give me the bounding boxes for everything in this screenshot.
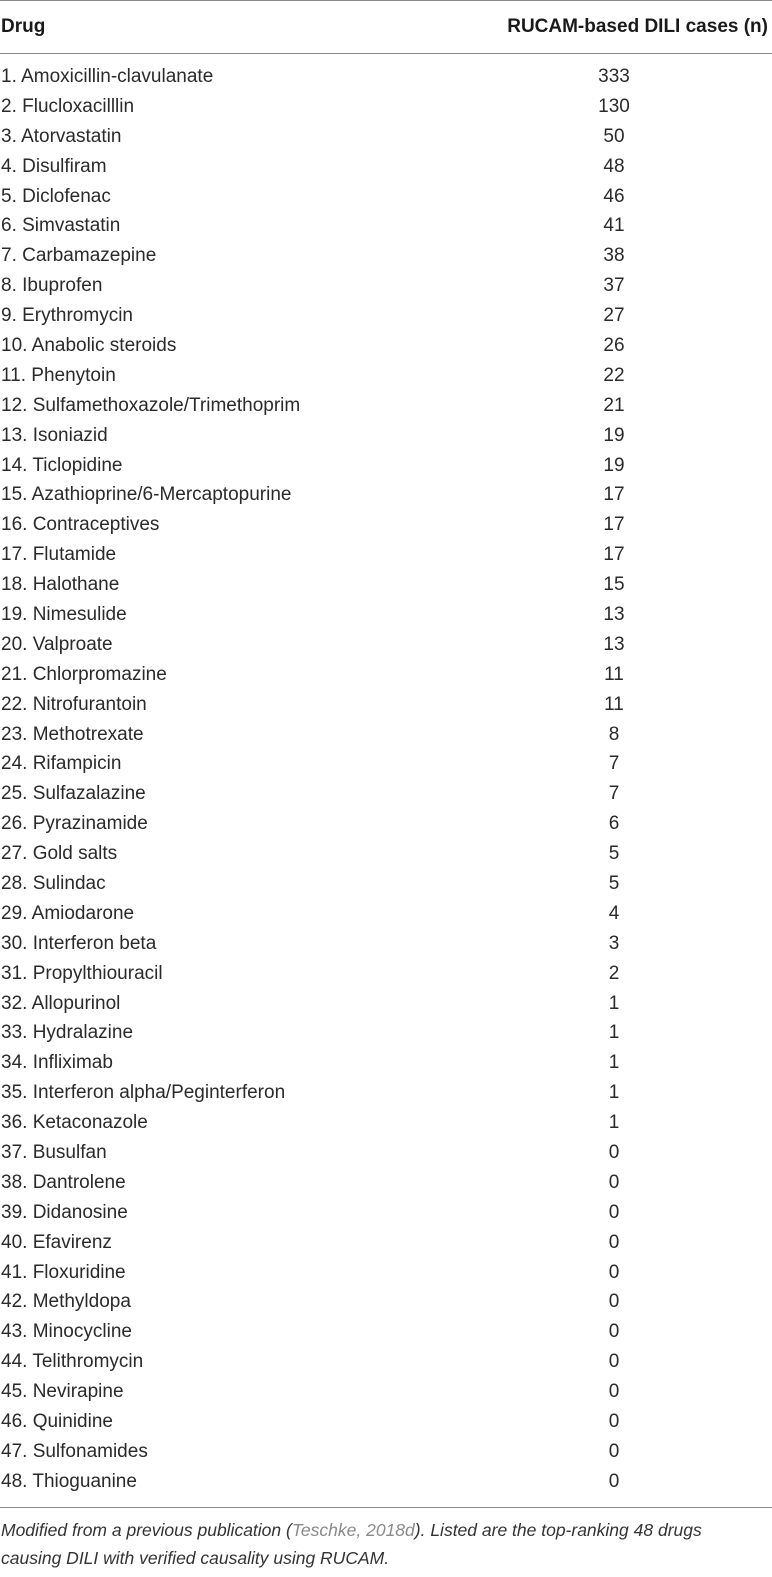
table-row: [0, 480, 772, 510]
case-count: 11: [604, 693, 624, 715]
case-count: 0: [608, 1381, 620, 1403]
drug-name: 31. Propylthiouracil: [1, 962, 163, 984]
drug-name: 38. Dantrolene: [1, 1171, 126, 1193]
table-row: [0, 510, 772, 540]
case-count: 2: [608, 962, 620, 984]
table-row: [0, 451, 772, 481]
drug-name: 39. Didanosine: [1, 1201, 128, 1223]
table-row: [0, 1377, 772, 1407]
table-row: [0, 182, 772, 212]
case-count: 50: [603, 125, 625, 147]
drug-name: 45. Nevirapine: [1, 1381, 124, 1403]
case-count: 46: [603, 185, 625, 207]
case-count: 4: [608, 902, 620, 924]
table-row: [0, 152, 772, 182]
footnote-before: Modified from a previous publication (: [1, 1519, 292, 1540]
table-row: [0, 959, 772, 989]
drug-name: 27. Gold salts: [1, 843, 118, 865]
table-row: [0, 62, 772, 92]
table-footnote: [0, 1508, 761, 1572]
table-row: [0, 1019, 772, 1049]
drug-name: 12. Sulfamethoxazole/Trimethoprim: [1, 394, 301, 416]
case-count: 0: [608, 1321, 620, 1343]
table-row: [0, 720, 772, 750]
drug-name: 36. Ketaconazole: [1, 1112, 148, 1134]
drug-name: 40. Efavirenz: [1, 1231, 112, 1253]
case-count: 130: [598, 95, 630, 117]
table-row: [0, 600, 772, 630]
table-row: [0, 690, 772, 720]
drug-name: 30. Interferon beta: [1, 932, 157, 954]
case-count: 0: [608, 1470, 620, 1492]
drug-name: 5. Diclofenac: [1, 185, 111, 207]
drug-name: 42. Methyldopa: [1, 1291, 131, 1313]
case-count: 15: [603, 574, 625, 596]
case-count: 26: [603, 334, 625, 356]
drug-name: 23. Methotrexate: [1, 723, 144, 745]
case-count: 0: [608, 1231, 620, 1253]
drug-name: 26. Pyrazinamide: [1, 813, 148, 835]
case-count: 17: [603, 514, 625, 536]
table-row: [0, 540, 772, 570]
table-row: [0, 1437, 772, 1467]
drug-name: 46. Quinidine: [1, 1411, 113, 1433]
table-row: [0, 1198, 772, 1228]
table-row: [0, 122, 772, 152]
table-row: [0, 271, 772, 301]
drug-name: 18. Halothane: [1, 574, 120, 596]
table-row: [0, 869, 772, 899]
table-row: [0, 989, 772, 1019]
case-count: 1: [608, 1022, 620, 1044]
table-row: [0, 1048, 772, 1078]
table-row: [0, 301, 772, 331]
drug-name: 24. Rifampicin: [1, 753, 122, 775]
table-row: [0, 570, 772, 600]
drug-name: 2. Flucloxacilllin: [1, 95, 135, 117]
drug-name: 44. Telithromycin: [1, 1351, 144, 1373]
table-row: [0, 1168, 772, 1198]
drug-name: 13. Isoniazid: [1, 424, 108, 446]
drug-name: 8. Ibuprofen: [1, 275, 103, 297]
case-count: 27: [603, 305, 625, 327]
drug-name: 11. Phenytoin: [1, 364, 116, 386]
table-row: [0, 839, 772, 869]
case-count: 5: [608, 872, 620, 894]
case-count: 1: [608, 1112, 620, 1134]
table-row: [0, 391, 772, 421]
case-count: 0: [608, 1411, 620, 1433]
case-count: 17: [603, 484, 625, 506]
drug-name: 21. Chlorpromazine: [1, 663, 167, 685]
table-row: [0, 899, 772, 929]
case-count: 0: [608, 1291, 620, 1313]
drug-name: 7. Carbamazepine: [1, 245, 157, 267]
table-row: [0, 630, 772, 660]
case-count: 13: [603, 603, 625, 625]
header-drug: Drug: [1, 16, 46, 37]
drug-name: 17. Flutamide: [1, 544, 117, 566]
table-row: [0, 421, 772, 451]
drug-name: 35. Interferon alpha/Peginterferon: [1, 1082, 286, 1104]
case-count: 0: [608, 1142, 620, 1163]
drug-name: 34. Infliximab: [1, 1052, 113, 1074]
table-row: [0, 241, 772, 271]
table-row: [0, 1288, 772, 1318]
drug-name: 41. Floxuridine: [1, 1261, 126, 1283]
drug-name: 10. Anabolic steroids: [1, 334, 177, 356]
header-cases: RUCAM-based DILI cases (n): [507, 16, 768, 37]
case-count: 37: [603, 275, 625, 297]
table-row: [0, 1228, 772, 1258]
case-count: 0: [608, 1351, 620, 1373]
case-count: 333: [598, 65, 630, 87]
footnote-after: ). Listed are the top-ranking 48 drugs causing DILI with verified causality using RUCAM.: [1, 1519, 702, 1568]
case-count: 5: [608, 843, 620, 865]
drug-name: 29. Amiodarone: [1, 902, 135, 924]
table-row: [0, 749, 772, 779]
table-row: [0, 809, 772, 839]
drug-name: 25. Sulfazalazine: [1, 783, 146, 805]
table-row: [0, 211, 772, 241]
case-count: 22: [603, 364, 625, 386]
drug-name: 22. Nitrofurantoin: [1, 693, 147, 715]
drug-name: 16. Contraceptives: [1, 514, 160, 536]
drug-name: 1. Amoxicillin-clavulanate: [1, 65, 214, 87]
table-row: [0, 1467, 772, 1497]
case-count: 38: [603, 245, 625, 267]
table-row: [0, 1347, 772, 1377]
case-count: 0: [608, 1440, 620, 1462]
table-row: [0, 779, 772, 809]
drug-name: 6. Simvastatin: [1, 215, 121, 237]
drug-name: 32. Allopurinol: [1, 992, 121, 1014]
drug-name: 15. Azathioprine/6-Mercaptopurine: [1, 484, 292, 506]
drug-name: 28. Sulindac: [1, 872, 106, 894]
case-count: 3: [608, 932, 620, 954]
table-body: [0, 54, 772, 1507]
case-count: 0: [608, 1201, 620, 1223]
case-count: 19: [603, 454, 625, 476]
drug-name: 33. Hydralazine: [1, 1022, 134, 1044]
case-count: 21: [603, 394, 625, 416]
table-row: [0, 331, 772, 361]
case-count: 13: [603, 633, 625, 655]
drug-name: 19. Nimesulide: [1, 603, 127, 625]
case-count: 19: [603, 424, 625, 446]
case-count: 8: [608, 723, 620, 745]
drug-name: 48. Thioguanine: [1, 1470, 137, 1492]
case-count: 17: [603, 544, 625, 566]
table-row: [0, 1258, 772, 1288]
case-count: 1: [608, 1082, 620, 1104]
case-count: 0: [608, 1171, 620, 1193]
table-row: [0, 1078, 772, 1108]
drug-name: 47. Sulfonamides: [1, 1440, 148, 1462]
drug-name: 14. Ticlopidine: [1, 454, 123, 476]
table-row: [0, 1317, 772, 1347]
case-count: 6: [608, 813, 620, 835]
table-row: [0, 1138, 772, 1168]
case-count: 7: [608, 783, 620, 805]
case-count: 48: [603, 155, 625, 177]
case-count: 7: [608, 753, 620, 775]
table-row: [0, 1108, 772, 1138]
case-count: 0: [608, 1261, 620, 1283]
case-count: 11: [604, 663, 624, 685]
table-row: [0, 929, 772, 959]
case-count: 41: [603, 215, 625, 237]
drug-name: 20. Valproate: [1, 633, 113, 655]
drug-name: 43. Minocycline: [1, 1321, 132, 1343]
table-row: [0, 92, 772, 122]
drug-name: 3. Atorvastatin: [1, 125, 122, 147]
drug-name: 4. Disulfiram: [1, 155, 107, 177]
table-row: [0, 361, 772, 391]
case-count: 1: [608, 1052, 620, 1074]
table-header: [0, 1, 772, 53]
table-row: [0, 1407, 772, 1437]
footnote-citation-link[interactable]: Teschke, 2018d: [291, 1519, 415, 1540]
drug-name: 9. Erythromycin: [1, 305, 133, 327]
case-count: 1: [608, 992, 620, 1014]
table-row: [0, 660, 772, 690]
drug-name: 37. Busulfan: [1, 1142, 107, 1163]
